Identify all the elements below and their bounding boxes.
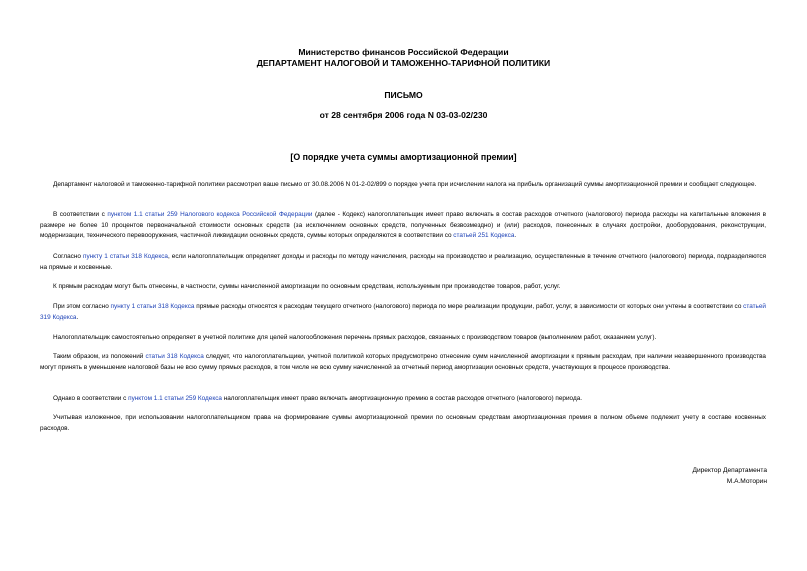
paragraph-7-before: Таким образом, из положений	[53, 353, 146, 360]
link-article-318-p1[interactable]: пункту 1 статьи 318 Кодекса	[82, 253, 168, 260]
paragraph-3-before: Согласно	[53, 253, 83, 260]
paragraph-4-text: К прямым расходам могут быть отнесены, в частности, суммы начисленной амортизации по основным средствам, используемым при производстве товаров, работ, услуг.	[53, 283, 561, 290]
paragraph-9-text: Учитывая изложенное, при использовании налогоплательщиком права на формирование суммы амортизационной премии по основным средствам амортизационная премия в полном объеме подлежит учету в составе косвенных расходов.	[40, 414, 766, 432]
paragraph-7	[40, 352, 766, 373]
paragraph-3-after: , если налогоплательщик определяет доходы и расходы по методу начисления, расходы на производство и реализацию, осуществленные в течение отчетного (налогового) периода, подразделяются на прямые и косвенные.	[40, 253, 766, 271]
paragraph-2-after: .	[514, 232, 517, 239]
paragraph-4	[40, 282, 766, 293]
paragraph-2-before: В соответствии с	[53, 211, 108, 218]
paragraph-5-middle: прямые расходы относятся к расходам текущего отчетного (налогового) периода по мере реализации продукции, работ, услуг, в зависимости от которых они учтены в соответствии со	[194, 303, 744, 310]
paragraph-6	[40, 333, 766, 344]
paragraph-5	[40, 302, 766, 323]
document-date: от 28 сентября 2006 года N 03-03-02/230	[319, 110, 488, 120]
paragraph-3	[40, 252, 766, 273]
paragraph-5-before: При этом согласно	[53, 303, 111, 310]
link-article-318[interactable]: статьи 318 Кодекса	[145, 353, 204, 360]
document-type: ПИСЬМО	[384, 90, 423, 100]
signature-role: Директор Департамента	[692, 467, 767, 474]
signature-name: М.А.Моторин	[726, 478, 767, 485]
paragraph-5-after: .	[76, 313, 79, 321]
paragraph-8-after: налогоплательщик имеет право включать амортизационную премию в состав расходов отчетного (налогового) периода.	[221, 395, 583, 402]
link-article-251[interactable]: статьей 251 Кодекса	[453, 232, 515, 239]
paragraph-1-text: Департамент налоговой и таможенно-тарифной политики рассмотрел ваше письмо от 30.08.2006 N 01-2-02/899 о порядке учета при исчислении налога на прибыль организаций суммы амортизационной премии и сообщает следующее.	[53, 181, 757, 188]
paragraph-2-middle: (далее - Кодекс) налогоплательщик имеет право включать в состав расходов отчетного (налогового) периода расходы на капитальные вложения в размере не более 10 процентов первоначальной стоимости основных средств (за исключением основных средств, полученных безвозмездно) и (или) расходов, понесенных в случаях достройки, дооборудования, реконструкции, модернизации, технического перевооружения, частичной ликвидации основных средств, суммы которых определяются в соответствии со	[40, 211, 766, 239]
paragraph-2	[40, 210, 766, 242]
link-article-319[interactable]: статьей 319 Кодекса	[40, 303, 767, 321]
document-title: [О порядке учета суммы амортизационной премии]	[290, 152, 517, 162]
link-article-259-p1-1[interactable]: пунктом 1.1 статьи 259 Кодекса	[128, 395, 222, 402]
link-article-259-tax-code[interactable]: пунктом 1.1 статьи 259 Налогового кодекса Российской Федерации	[107, 211, 313, 218]
paragraph-9	[40, 413, 766, 434]
paragraph-6-text: Налогоплательщик самостоятельно определяет в учетной политике для целей налогообложения перечень прямых расходов, связанных с производством товаров (выполнением работ, оказанием услуг).	[53, 334, 657, 341]
paragraph-7-after: следует, что налогоплательщики, учетной политикой которых предусмотрено отнесение сумм начисленной амортизации к прямым расходам, при наличии незавершенного производства могут принять в уменьшение налоговой базы не всю сумму прямых расходов, в том числе не всю сумму начисленной за отчетный период амортизации основных средств, участвующих в процессе производства.	[40, 353, 766, 371]
paragraph-8-before: Однако в соответствии с	[53, 395, 129, 402]
department-name: ДЕПАРТАМЕНТ НАЛОГОВОЙ И ТАМОЖЕННО-ТАРИФНОЙ ПОЛИТИКИ	[256, 58, 551, 68]
paragraph-1	[40, 180, 766, 191]
link-article-318-p1-second[interactable]: пункту 1 статьи 318 Кодекса	[110, 303, 195, 310]
ministry-name: Министерство финансов Российской Федерации	[298, 47, 509, 57]
paragraph-8	[40, 394, 766, 405]
